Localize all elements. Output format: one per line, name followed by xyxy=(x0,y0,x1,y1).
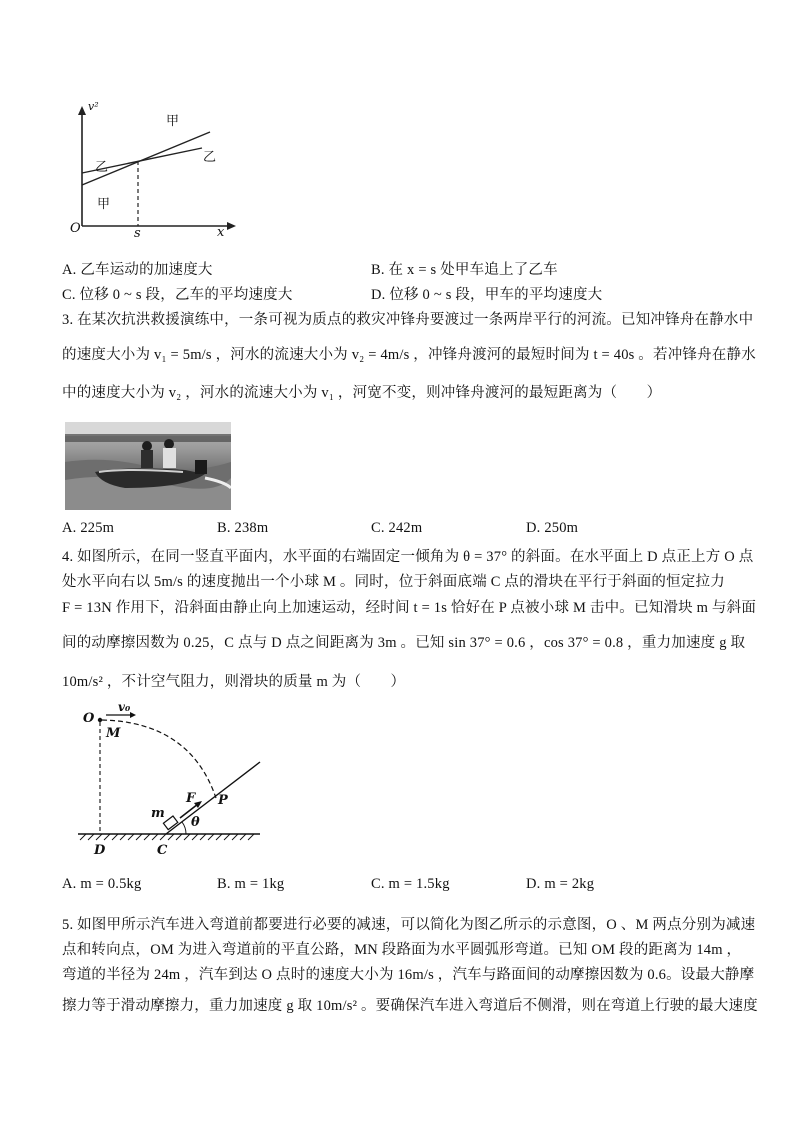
q5-line-1: 5. 如图甲所示汽车进入弯道前都要进行必要的减速，可以简化为图乙所示的示意图，O 、M 两点分别为减速 xyxy=(62,917,756,933)
q5-line-4: 擦力等于滑动摩擦力，重力加速度 g 取 10m/s² 。要确保汽车进入弯道后不侧滑，则在弯道上行驶的最大速度 xyxy=(62,998,758,1014)
fig2-label-v0: v₀ xyxy=(118,700,131,714)
q3-line-1: 3. 在某次抗洪救援演练中，一条可视为质点的救灾冲锋舟要渡过一条两岸平行的河流。已知冲锋舟在静水中 xyxy=(62,312,754,328)
incline-line xyxy=(166,762,260,834)
jia-region-label: 甲 xyxy=(97,197,111,212)
s-label: s xyxy=(134,226,141,241)
line-yi-label: 乙 xyxy=(203,150,217,165)
q3-option-a: A. 225m xyxy=(62,520,115,536)
yi-region-label: 乙 xyxy=(95,160,109,175)
q3-option-c: C. 242m xyxy=(371,520,423,536)
q4-option-b: B. m = 1kg xyxy=(217,876,285,892)
q4-line-5: 10m/s² ，不计空气阻力，则滑块的质量 m 为（ ） xyxy=(62,674,406,690)
fig2-label-p: P xyxy=(218,793,228,808)
q4-option-d: D. m = 2kg xyxy=(526,876,595,892)
ball-m xyxy=(98,718,102,722)
origin-label: O xyxy=(70,221,81,236)
x-axis-label: x xyxy=(217,225,225,240)
theta-arc xyxy=(182,822,186,834)
q5-line-2: 点和转向点，OM 为进入弯道前的平直公路，MN 段路面为水平圆弧形弯道。已知 OM 段的距离为 14m ， xyxy=(62,942,742,958)
fig2-label-theta: θ xyxy=(191,815,200,830)
q3-line-3: 中的速度大小为 v₂ ，河水的流速大小为 v₁ ，河宽不变，则冲锋舟渡河的最短距离为（ ） xyxy=(62,385,662,401)
y-axis-label: v² xyxy=(88,100,99,113)
q4-line-2: 处水平向右以 5m/s 的速度抛出一个小球 M 。同时，位于斜面底端 C 点的滑块在平行于斜面的恒定拉力 xyxy=(62,574,725,590)
q4-option-c: C. m = 1.5kg xyxy=(371,876,450,892)
q2-option-c: C. 位移 0 ~ s 段，乙车的平均速度大 xyxy=(62,287,293,303)
q2-option-a: A. 乙车运动的加速度大 xyxy=(62,262,213,278)
x-axis-arrow xyxy=(227,222,236,230)
slider-block xyxy=(163,816,177,830)
fig2-label-m-ball: M xyxy=(106,726,121,741)
q4-option-a: A. m = 0.5kg xyxy=(62,876,142,892)
line-jia-label: 甲 xyxy=(166,114,180,129)
q5-line-3: 弯道的半径为 24m ，汽车到达 O 点时的速度大小为 16m/s ，汽车与路面间的动摩擦因数为 0.6。设最大静摩 xyxy=(62,967,755,983)
projectile-incline-figure xyxy=(70,700,270,860)
q2-option-d: D. 位移 0 ~ s 段，甲车的平均速度大 xyxy=(371,287,603,303)
v0-arrowhead xyxy=(130,712,136,718)
q3-option-d: D. 250m xyxy=(526,520,579,536)
fig2-label-f: F xyxy=(186,791,196,806)
q3-option-b: B. 238m xyxy=(217,520,269,536)
rescue-boat-photo xyxy=(65,422,231,510)
fig2-label-o: O xyxy=(83,711,95,726)
q4-line-1: 4. 如图所示，在同一竖直平面内，水平面的右端固定一倾角为 θ = 37° 的斜面。在水平面上 D 点正上方 O 点 xyxy=(62,549,754,565)
fig2-label-m-block: m xyxy=(151,806,165,821)
fig2-label-d: D xyxy=(94,843,106,858)
q4-line-3: F = 13N 作用下，沿斜面由静止向上加速运动，经时间 t = 1s 恰好在 P 点被小球 M 击中。已知滑块 m 与斜面 xyxy=(62,600,757,616)
q2-option-b: B. 在 x = s 处甲车追上了乙车 xyxy=(371,262,558,278)
y-axis-arrow xyxy=(78,106,86,115)
fig2-label-c: C xyxy=(157,843,168,858)
q3-line-2: 的速度大小为 v₁ = 5m/s ，河水的流速大小为 v₂ = 4m/s ，冲锋舟渡河的最短时间为 t = 40s 。若冲锋舟在静水 xyxy=(62,347,756,363)
q4-line-4: 间的动摩擦因数为 0.25，C 点与 D 点之间距离为 3m 。已知 sin 37° = 0.6 ，cos 37° = 0.8 ，重力加速度 g 取 xyxy=(62,635,746,651)
